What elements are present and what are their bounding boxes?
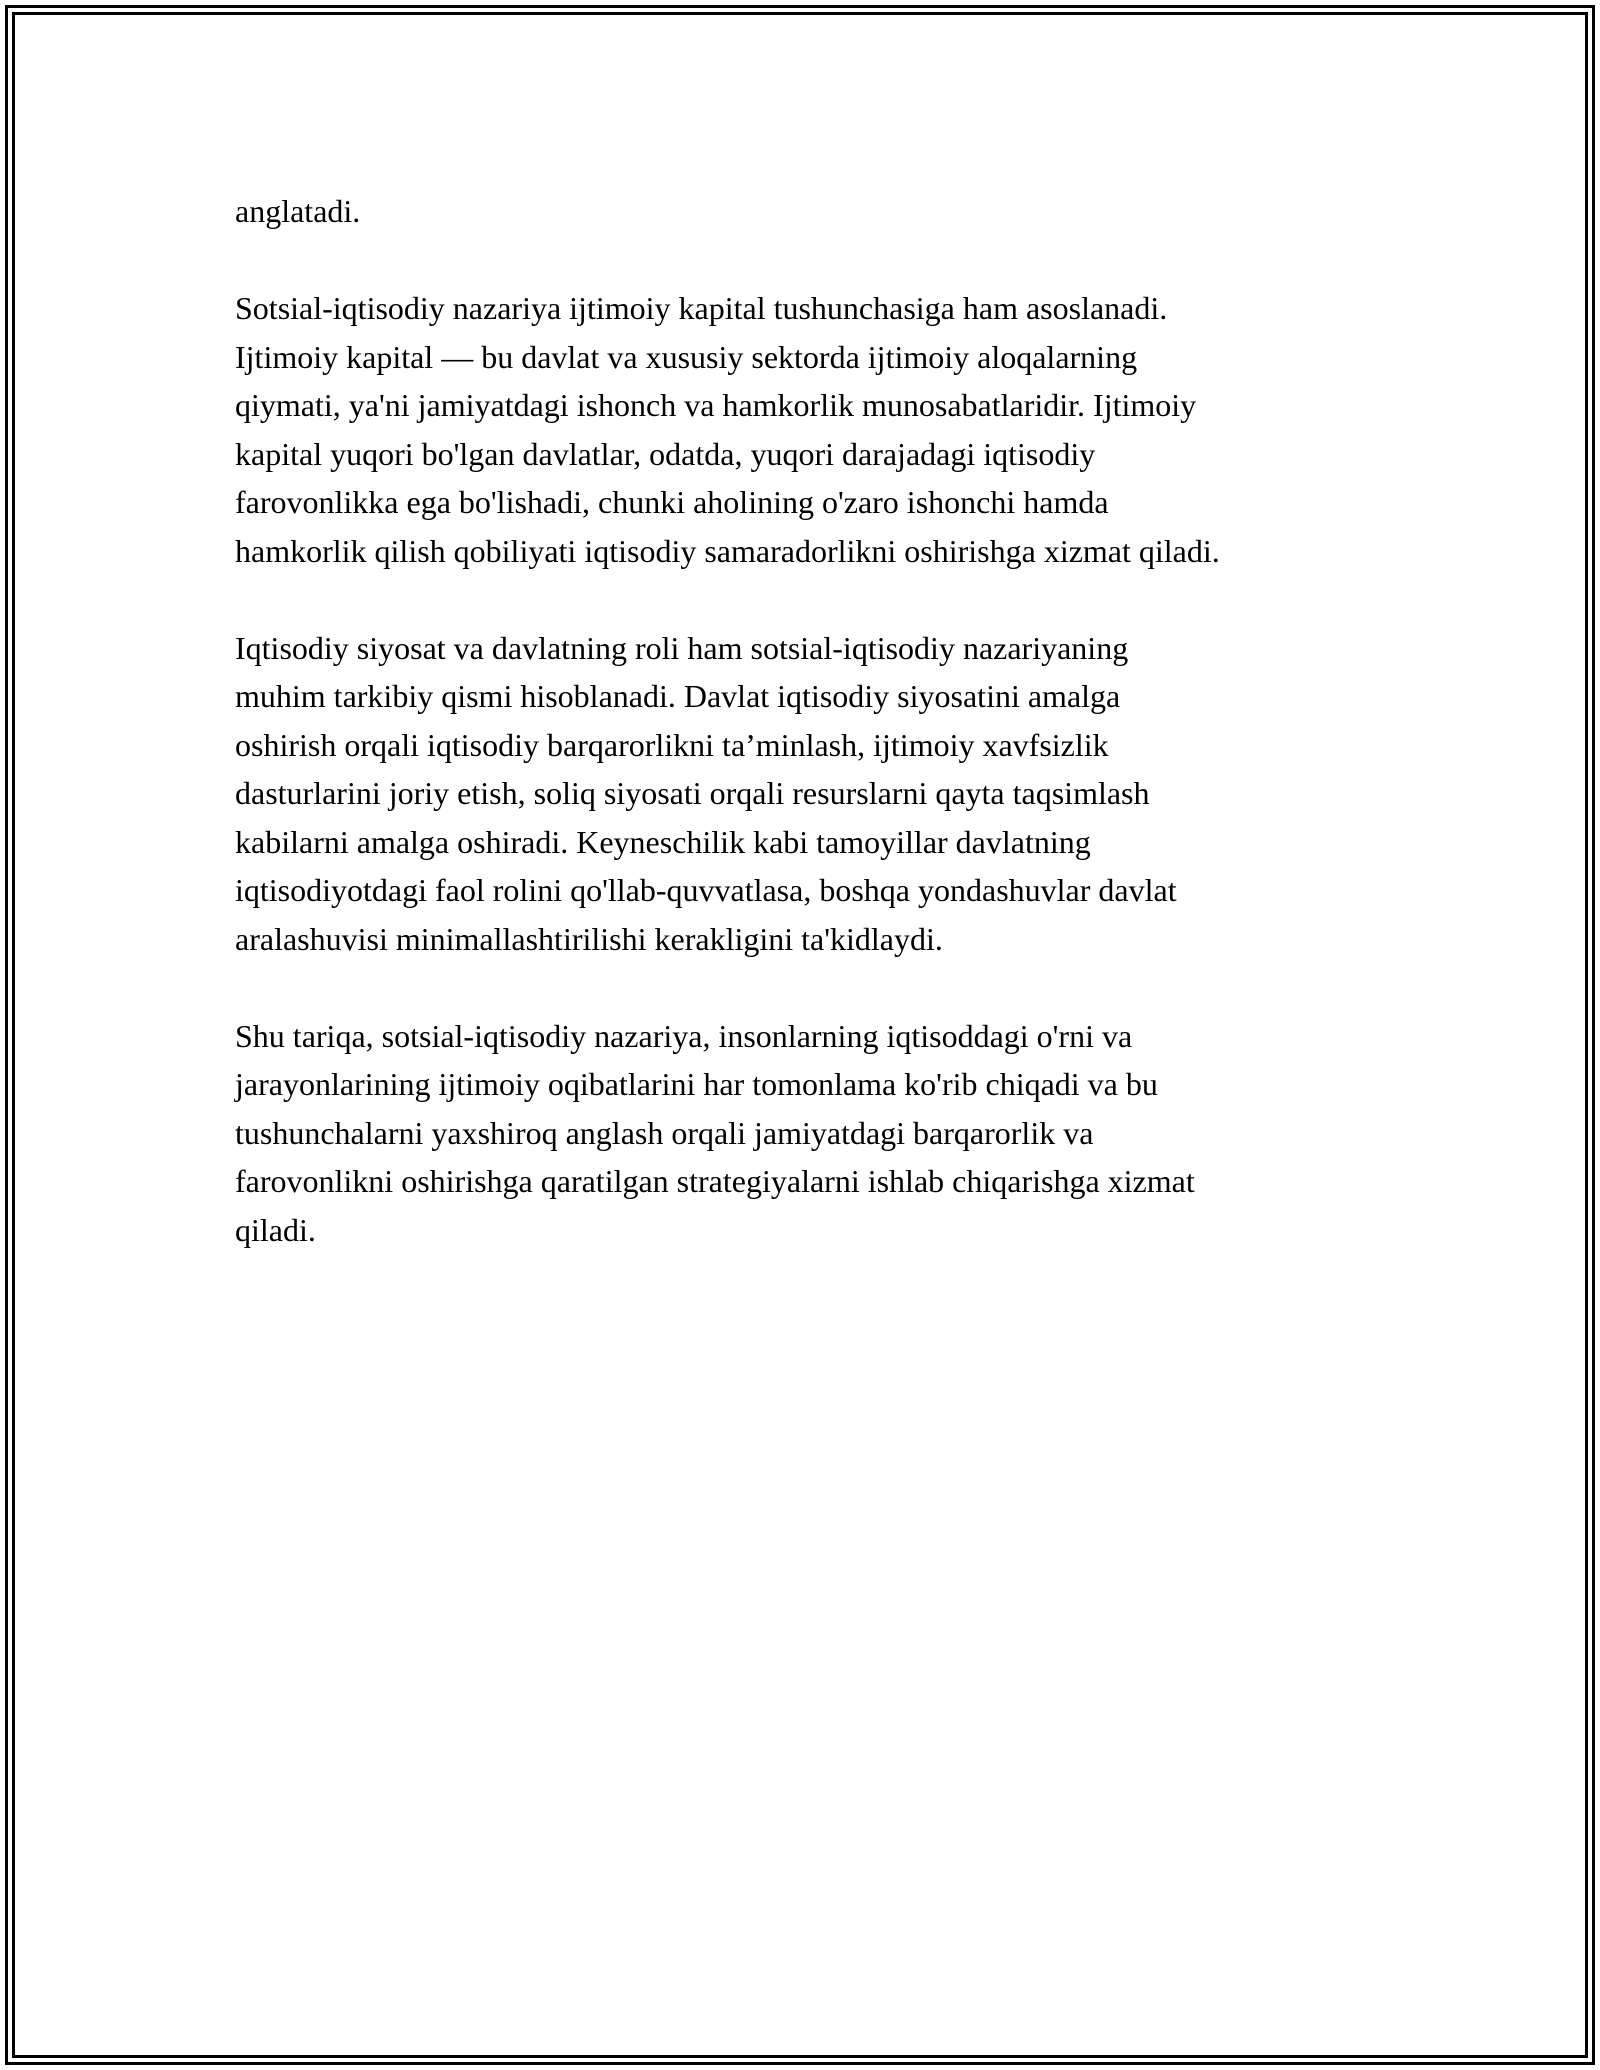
text-line: anglatadi. (235, 193, 361, 229)
text-line: muhim tarkibiy qismi hisoblanadi. Davlat iqtisodiy siyosatini amalga (235, 678, 1121, 714)
text-line: kapital yuqori bo'lgan davlatlar, odatda, yuqori darajadagi iqtisodiy (235, 435, 1096, 472)
text-line: Shu tariqa, sotsial-iqtisodiy nazariya, insonlarning iqtisoddagi o'rni va (235, 1017, 1133, 1054)
text-line: qiymati, ya'ni jamiyatdagi ishonch va hamkorlik munosabatlaridir. Ijtimoiy (235, 387, 1197, 423)
text-line: iqtisodiyotdagi faol rolini qo'llab-quvvatlasa, boshqa yondashuvlar davlat (235, 872, 1177, 908)
text-line: kabilarni amalga oshiradi. Keyneschilik kabi tamoyillar davlatning (235, 823, 1091, 860)
text-line: aralashuvisi minimallashtirilishi kerakligini ta'kidlaydi. (235, 920, 943, 957)
text-line: Iqtisodiy siyosat va davlatning roli ham sotsial-iqtisodiy nazariyaning (235, 629, 1129, 666)
paragraph-4 (235, 1012, 1385, 1255)
text-line: oshirish orqali iqtisodiy barqarorlikni ta’minlash, ijtimoiy xavfsizlik (235, 726, 1109, 763)
text-line: Ijtimoiy kapital — bu davlat va xususiy sektorda ijtimoiy aloqalarning (235, 338, 1138, 375)
text-line: qiladi. (235, 1211, 316, 1248)
paragraph-1 (235, 187, 1385, 236)
text-line: farovonlikni oshirishga qaratilgan strategiyalarni ishlab chiqarishga xizmat (235, 1163, 1195, 1199)
text-line: farovonlikka ega bo'lishadi, chunki aholining o'zaro ishonchi hamda (235, 484, 1109, 520)
paragraph-3 (235, 624, 1385, 964)
text-line: tushunchalarni yaxshiroq anglash orqali jamiyatdagi barqarorlik va (235, 1114, 1094, 1151)
text-line: hamkorlik qilish qobiliyati iqtisodiy samaradorlikni oshirishga xizmat qiladi. (235, 532, 1220, 569)
text-line: dasturlarini joriy etish, soliq siyosati orqali resurslarni qayta taqsimlash (235, 775, 1150, 811)
document-body (235, 187, 1385, 1303)
text-line: Sotsial-iqtisodiy nazariya ijtimoiy kapital tushunchasiga ham asoslanadi. (235, 290, 1168, 326)
paragraph-2 (235, 284, 1385, 575)
text-line: jarayonlarining ijtimoiy oqibatlarini har tomonlama ko'rib chiqadi va bu (235, 1066, 1158, 1102)
